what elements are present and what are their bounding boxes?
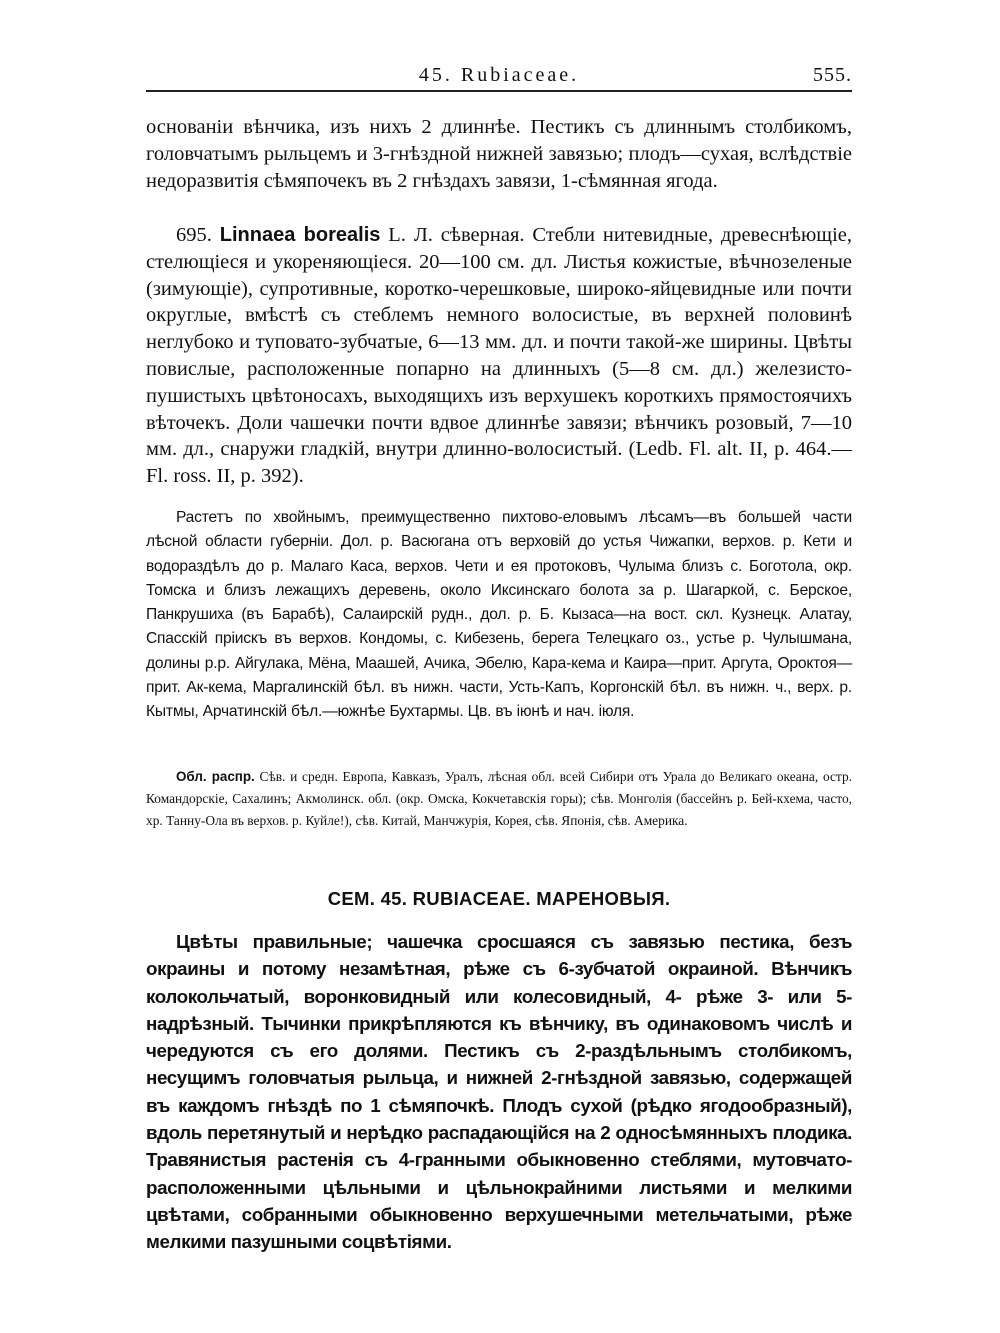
- distribution-paragraph: [146, 766, 852, 833]
- species-description: L. Л. сѣверная. Стебли нитевидные, древеснѣющіе, стелющіеся и укореняющіеся. 20—100 см. дл. Листья кожистые, вѣчнозеленые (зимующіе), супротивные, коротко-черешковые, широко-яйцевидные или почти округлые, вмѣстѣ съ стеблемъ немного волосистые, въ верхней половинѣ неглубоко и туповато-зубчатые, 6—13 мм. дл. и почти такой-же ширины. Цвѣты повислые, расположенные попарно на длинныхъ (5—8 см. дл.) железисто-пушистыхъ цвѣтоносахъ, выходящихъ изъ верхушекъ короткихъ прямостоячихъ вѣточекъ. Доли чашечки почти вдвое длиннѣе завязи; вѣнчикъ розовый, 7—10 мм. дл., снаружи гладкій, внутри длинно-волосистый. (Ledb. Fl. alt. II, p. 464.—Fl. ross. II, p. 392).: [146, 224, 853, 488]
- running-header: [146, 64, 852, 94]
- family-description: Цвѣты правильные; чашечка сросшаяся съ завязью пестика, безъ окраины и потому незамѣтная, рѣже съ 6-зубчатой окраиной. Вѣнчикъ колокольчатый, воронковидный или колесовидный, 4- рѣже 3- или 5-надрѣзный. Тычинки прикрѣпляются къ вѣнчику, въ одинаковомъ числѣ и чередуются съ его долями. Пестикъ съ 2-раздѣльнымъ столбикомъ, несущимъ головчатыя рыльца, и нижней 2-гнѣздной завязью, содержащей въ каждомъ гнѣздѣ по 1 сѣмяпочкѣ. Плодъ сухой (рѣдко ягодообразный), вдоль перетянутый и нерѣдко распадающійся на 2 односѣмянныхъ плодика. Травянистыя растенія съ 4-гранными обыкновенно стеблями, мутовчато-расположенными цѣльными и цѣльнокрайними листьями и мелкими цвѣтами, собранными обыкновенно верхушечными метельчатыми, рѣже мелкими пазушными соцвѣтіями.: [146, 931, 852, 1253]
- distribution-label: Обл. распр.: [176, 769, 255, 784]
- distribution-text: Сѣв. и средн. Европа, Кавказъ, Уралъ, лѣсная обл. всей Сибири отъ Урала до Великаго океана, остр. Командорскіе, Сахалинъ; Акмолинск. обл. (окр. Омска, Кокчетавскія горы); сѣв. Монголія (бассейнъ р. Бей-кхема, часто, хр. Танну-Ола въ верхов. р. Куйле!), сѣв. Китай, Манчжурія, Корея, сѣв. Японія, сѣв. Америка.: [146, 769, 852, 829]
- species-name: Linnaea borealis: [219, 224, 381, 246]
- intro-paragraph: основаніи вѣнчика, изъ нихъ 2 длиннѣе. Пестикъ съ длиннымъ столбикомъ, головчатымъ рыльцемъ и 3-гнѣздной нижней завязью; плодъ—сухая, вслѣдствіе недоразвитія сѣмяпочекъ въ 2 гнѣздахъ завязи, 1-сѣмянная ягода.: [146, 116, 852, 192]
- family-heading: СЕМ. 45. RUBIACEAE. МАРЕНОВЫЯ.: [327, 888, 671, 909]
- header-title: 45. Rubiaceae.: [418, 64, 580, 86]
- page-number: 555.: [813, 64, 852, 86]
- habitat-paragraph: Растетъ по хвойнымъ, преимущественно пихтово-еловымъ лѣсамъ—въ большей части лѣсной области губерніи. Дол. р. Васюгана отъ верховій до устья Чижапки, верхов. р. Кети и водораздѣлъ до р. Малаго Каса, верхов. Чети и ея протоковъ, Чулыма близъ с. Боготола, окр. Томска и близъ лежащихъ деревень, около Иксинскаго болота за р. Шагаркой, с. Берское, Панкрушиха (въ Барабѣ), Салаирскій рудн., дол. р. Б. Кызаса—на вост. скл. Кузнецк. Алатау, Спасскій пріискъ въ верхов. Кондомы, с. Кибезень, берега Телецкаго оз., устье р. Чулышмана, долины р.р. Айгулака, Мёна, Маашей, Ачика, Эбелю, Кара-кема и Каира—прит. Аргута, Ороктоя—прит. Ак-кема, Маргалинскій бѣл. въ нижн. части, Усть-Капъ, Коргонскій бѣл. въ нижн. ч., верх. р. Кытмы, Арчатинскій бѣл.—южнѣе Бухтармы. Цв. въ іюнѣ и нач. іюля.: [146, 509, 852, 721]
- header-rule: [146, 90, 852, 92]
- species-paragraph: [146, 222, 852, 490]
- species-number: 695.: [176, 224, 212, 246]
